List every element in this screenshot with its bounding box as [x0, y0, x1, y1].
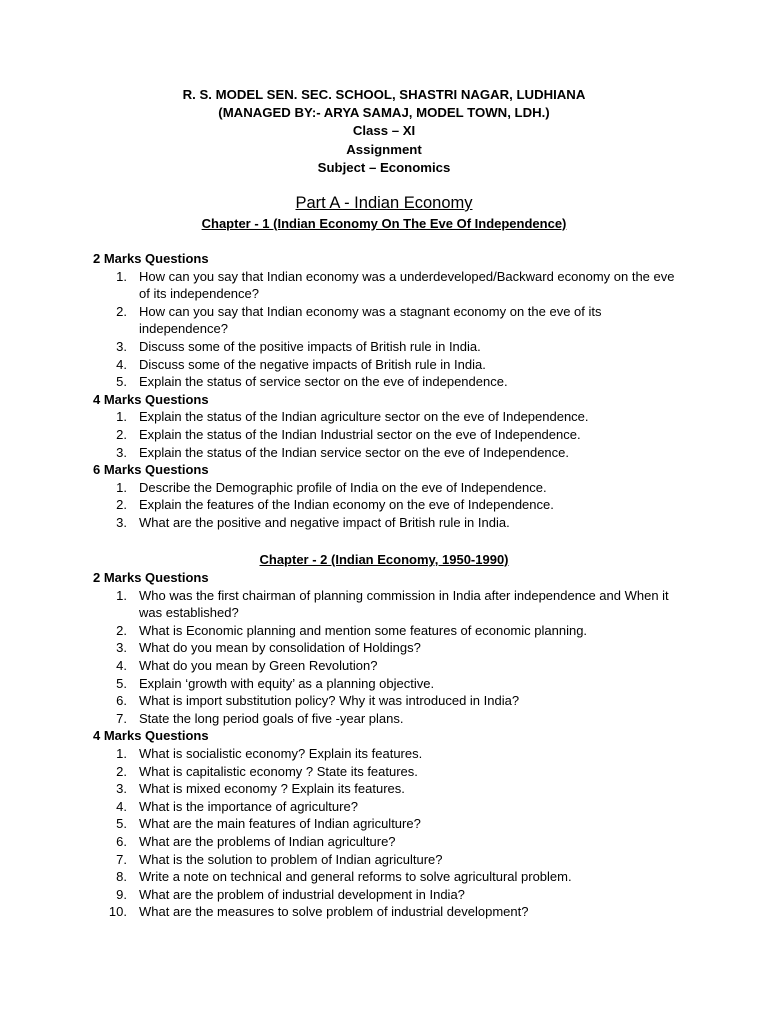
question-number: 1. [116, 587, 127, 603]
question-item [93, 833, 683, 851]
question-text: Explain the status of service sector on the eve of independence. [139, 374, 508, 390]
question-text: Discuss some of the negative impacts of British rule in India. [139, 356, 486, 372]
question-number: 3. [116, 338, 127, 354]
question-number: 3. [116, 781, 127, 797]
question-item [93, 798, 683, 816]
assignment-label: Assignment [346, 141, 422, 157]
question-item [93, 587, 683, 622]
section-heading: 4 Marks Questions [93, 391, 209, 407]
part-title: Part A - Indian Economy [295, 194, 473, 212]
question-text: Discuss some of the positive impacts of British rule in India. [139, 338, 481, 354]
chapter-2-title: Chapter - 2 (Indian Economy, 1950-1990) [259, 552, 509, 567]
question-item [93, 710, 683, 728]
question-text: Explain the status of the Indian Industrial sector on the eve of Independence. [139, 426, 581, 442]
question-text: Explain the status of the Indian service sector on the eve of Independence. [139, 444, 570, 460]
managed-by: (MANAGED BY:- ARYA SAMAJ, MODEL TOWN, LDH.) [218, 105, 550, 121]
question-number: 3. [116, 444, 127, 460]
question-text: Explain the features of the Indian economy on the eve of Independence. [139, 497, 554, 513]
question-number: 10. [108, 904, 127, 920]
question-item [93, 444, 683, 462]
question-text: State the long period goals of five -year plans. [139, 710, 404, 726]
question-item [93, 514, 683, 532]
question-number: 6. [116, 833, 127, 849]
question-text: Who was the first chairman of planning commission in India after independence and When it was established? [139, 587, 669, 621]
question-list [93, 268, 693, 391]
question-text: What are the problem of industrial development in India? [139, 886, 465, 902]
question-item [93, 886, 683, 904]
class-label: Class – XI [352, 123, 416, 139]
question-number: 5. [116, 675, 127, 691]
question-number: 8. [116, 869, 127, 885]
question-item [93, 639, 683, 657]
question-number: 4. [116, 798, 127, 814]
question-number: 2. [116, 763, 127, 779]
question-item [93, 479, 683, 497]
question-number: 2. [116, 426, 127, 442]
question-item [93, 356, 683, 374]
school-header [0, 86, 768, 177]
question-item [93, 657, 683, 675]
question-number: 6. [116, 693, 127, 709]
question-text: What is import substitution policy? Why it was introduced in India? [139, 693, 520, 709]
question-text: What is the importance of agriculture? [139, 798, 358, 814]
chapter-1-questions [93, 250, 693, 532]
question-list [93, 408, 693, 461]
question-item [93, 268, 683, 303]
question-item [93, 745, 683, 763]
question-number: 4. [116, 657, 127, 673]
section-heading: 2 Marks Questions [93, 251, 209, 266]
question-number: 2. [116, 303, 127, 319]
question-list [93, 479, 693, 532]
question-number: 2. [116, 622, 127, 638]
question-number: 4. [116, 356, 127, 372]
section-heading: 6 Marks Questions [93, 462, 209, 478]
question-number: 3. [116, 640, 127, 656]
question-number: 7. [116, 851, 127, 867]
question-item [93, 903, 683, 921]
chapter-2-questions [93, 569, 693, 921]
question-number: 7. [116, 710, 127, 726]
chapter-1-title: Chapter - 1 (Indian Economy On The Eve Of Independence) [201, 216, 567, 231]
question-item [93, 868, 683, 886]
question-text: How can you say that Indian economy was a underdeveloped/Backward economy on the eve of its independence? [139, 268, 675, 302]
question-number: 1. [116, 479, 127, 495]
question-text: What are the problems of Indian agriculture? [139, 833, 396, 849]
question-item [93, 338, 683, 356]
question-text: What is the solution to problem of Indian agriculture? [139, 851, 443, 867]
question-text: What do you mean by consolidation of Holdings? [139, 640, 421, 656]
question-item [93, 692, 683, 710]
question-item [93, 303, 683, 338]
question-item [93, 763, 683, 781]
question-number: 9. [116, 886, 127, 902]
school-name: R. S. MODEL SEN. SEC. SCHOOL, SHASTRI NAGAR, LUDHIANA [182, 87, 586, 102]
section-heading: 2 Marks Questions [93, 570, 209, 585]
question-text: What are the positive and negative impact of British rule in India. [139, 514, 510, 530]
question-item [93, 851, 683, 869]
question-number: 1. [116, 268, 127, 284]
question-item [93, 780, 683, 798]
question-text: What is socialistic economy? Explain its features. [139, 745, 423, 761]
question-number: 5. [116, 374, 127, 390]
question-number: 2. [116, 497, 127, 513]
question-number: 5. [116, 816, 127, 832]
question-text: What is mixed economy ? Explain its features. [139, 781, 405, 797]
question-text: What are the measures to solve problem of industrial development? [139, 904, 529, 920]
question-number: 3. [116, 514, 127, 530]
question-text: What is capitalistic economy ? State its features. [139, 763, 418, 779]
question-list [93, 745, 693, 921]
question-item [93, 426, 683, 444]
question-text: Explain ‘growth with equity’ as a planning objective. [139, 675, 435, 691]
question-text: Describe the Demographic profile of India on the eve of Independence. [139, 479, 547, 495]
question-number: 1. [116, 745, 127, 761]
question-text: What do you mean by Green Revolution? [139, 657, 378, 673]
section-heading: 4 Marks Questions [93, 728, 209, 744]
question-item [93, 622, 683, 640]
question-item [93, 815, 683, 833]
question-text: Explain the status of the Indian agriculture sector on the eve of Independence. [139, 409, 589, 425]
question-text: Write a note on technical and general reforms to solve agricultural problem. [139, 869, 572, 885]
question-text: What are the main features of Indian agriculture? [139, 816, 421, 832]
subject-label: Subject – Economics [317, 159, 451, 175]
question-text: What is Economic planning and mention some features of economic planning. [139, 622, 588, 638]
question-number: 1. [116, 409, 127, 425]
question-item [93, 373, 683, 391]
question-list [93, 587, 693, 728]
question-item [93, 408, 683, 426]
question-item [93, 675, 683, 693]
question-text: How can you say that Indian economy was a stagnant economy on the eve of its independence? [139, 303, 602, 337]
question-item [93, 496, 683, 514]
